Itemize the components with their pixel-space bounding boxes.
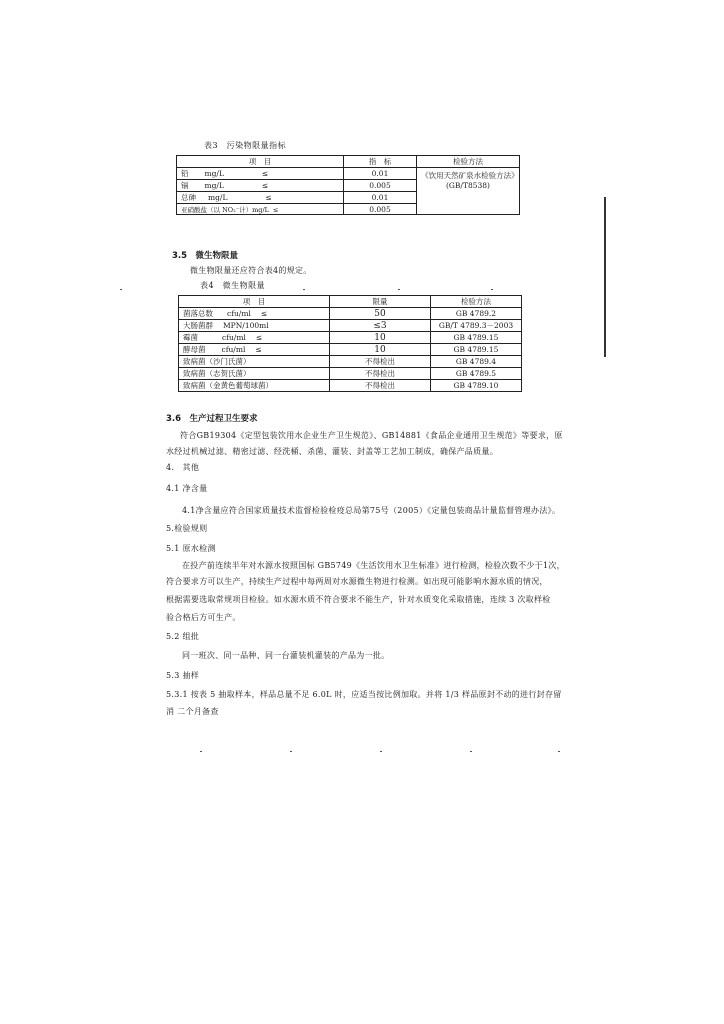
table3-cell-method: 《饮用天然矿泉水检验方法》(GB/T8538) bbox=[417, 168, 520, 215]
table-row bbox=[179, 308, 522, 320]
table3-header-row bbox=[177, 156, 520, 168]
table4-cell-item: 致病菌（沙门氏菌） bbox=[179, 356, 330, 368]
table3-cell-value: 0.01 bbox=[344, 168, 417, 180]
table-row bbox=[179, 356, 522, 368]
table4-cell-method: GB 4789.4 bbox=[431, 356, 522, 368]
scan-dot bbox=[290, 751, 292, 752]
section-5-2-heading: 5.2 组批 bbox=[166, 632, 200, 641]
section-4-1-p1: 4.1净含量应符合国家质量技术监督检验检疫总局第75号（2005）《定量包装商品计量监督管理办法》。 bbox=[182, 506, 561, 515]
table4-cell-method: GB 4789.15 bbox=[431, 344, 522, 356]
table4-header-item: 项 目 bbox=[179, 296, 330, 308]
section-5-3-p2: 消 二个月备查 bbox=[166, 707, 219, 716]
section-3-6-p2: 水经过机械过滤、精密过滤、经洗桶、杀菌、灌装、封盖等工艺加工制成，确保产品质量。 bbox=[166, 447, 498, 456]
table4-cell-item: 致病菌（金黄色葡萄球菌） bbox=[179, 380, 330, 392]
table4-cell-limit: 不得检出 bbox=[330, 380, 431, 392]
table3-header-value: 指 标 bbox=[344, 156, 417, 168]
section-5-3-heading: 5.3 抽样 bbox=[166, 671, 200, 680]
table-row bbox=[179, 380, 522, 392]
section-4-heading: 4. 其他 bbox=[166, 463, 200, 472]
section-3-6-p1: 符合GB19304《定型包装饮用水企业生产卫生规范》、GB14881《食品企业通用卫生规范》等要求，原 bbox=[180, 431, 563, 440]
table3-cell-item: 铅 mg/L ≤ bbox=[177, 168, 344, 180]
table3-cell-item: 亚硝酸盐（以 NO₂⁻计）mg/L ≤ bbox=[177, 204, 344, 215]
table4-cell-item: 酵母菌 cfu/ml ≤ bbox=[179, 344, 330, 356]
table4-cell-limit: 不得检出 bbox=[330, 356, 431, 368]
scan-dot bbox=[491, 289, 493, 290]
table4-cell-item: 致病菌（志贺氏菌） bbox=[179, 368, 330, 380]
scan-dot bbox=[120, 289, 122, 290]
table4-cell-limit: 不得检出 bbox=[330, 368, 431, 380]
table4-cell-method: GB/T 4789.3－2003 bbox=[431, 320, 522, 332]
table3 bbox=[176, 155, 520, 215]
table4-cell-limit: 50 bbox=[330, 308, 431, 320]
table4-cell-method: GB 4789.5 bbox=[431, 368, 522, 380]
table4 bbox=[178, 295, 522, 392]
table3-cell-value: 0.005 bbox=[344, 180, 417, 192]
table3-cell-item: 镉 mg/L ≤ bbox=[177, 180, 344, 192]
table4-cell-item: 菌落总数 cfu/ml ≤ bbox=[179, 308, 330, 320]
table-row bbox=[177, 168, 520, 180]
section-3-5-intro: 微生物限量还应符合表4的规定。 bbox=[190, 266, 312, 275]
table3-header-method: 检验方法 bbox=[417, 156, 520, 168]
section-5-3-p1: 5.3.1 按表 5 抽取样本，样品总量不足 6.0L 时，应适当按比例加取。并将 1/3 样品原封不动的进行封存留 bbox=[166, 690, 562, 699]
section-5-1-p2: 符合要求方可以生产，持续生产过程中每两周对水源微生物进行检测。如出现可能影响水源水质的情况， bbox=[166, 577, 548, 586]
scan-edge-mark bbox=[604, 197, 610, 357]
table4-cell-method: GB 4789.15 bbox=[431, 332, 522, 344]
scan-dot bbox=[380, 751, 382, 752]
scan-dot bbox=[200, 751, 202, 752]
section-5-heading: 5.检验规则 bbox=[166, 524, 208, 533]
section-5-2-p1: 同一班次、同一品种、同一台灌装机灌装的产品为一批。 bbox=[182, 651, 390, 660]
table-row bbox=[179, 320, 522, 332]
section-5-1-p3: 根据需要选取常规项目检验。如水源水质不符合要求不能生产，针对水质变化采取措施，连续 3 次取样检 bbox=[166, 595, 551, 604]
table3-cell-value: 0.005 bbox=[344, 204, 417, 215]
table3-cell-value: 0.01 bbox=[344, 192, 417, 204]
table3-cell-item: 总砷 mg/L ≤ bbox=[177, 192, 344, 204]
table-row bbox=[179, 368, 522, 380]
table4-caption: 表4 微生物限量 bbox=[200, 281, 266, 290]
section-3-6-heading: 3.6 生产过程卫生要求 bbox=[166, 414, 258, 424]
section-3-5-heading: 3.5 微生物限量 bbox=[172, 251, 239, 261]
table4-cell-limit: 10 bbox=[330, 344, 431, 356]
table4-cell-limit: 10 bbox=[330, 332, 431, 344]
table3-header-item: 项 目 bbox=[177, 156, 344, 168]
table4-header-method: 检验方法 bbox=[431, 296, 522, 308]
table4-cell-method: GB 4789.2 bbox=[431, 308, 522, 320]
table-row bbox=[179, 332, 522, 344]
scan-dot bbox=[470, 751, 472, 752]
table4-cell-item: 霉菌 cfu/ml ≤ bbox=[179, 332, 330, 344]
table4-header-row bbox=[179, 296, 522, 308]
scan-dot bbox=[558, 751, 560, 752]
table-row bbox=[179, 344, 522, 356]
table3-caption: 表3 污染物限量指标 bbox=[204, 141, 287, 150]
section-5-1-heading: 5.1 原水检测 bbox=[166, 544, 216, 553]
scan-dot bbox=[398, 289, 400, 290]
table4-cell-method: GB 4789.10 bbox=[431, 380, 522, 392]
table4-cell-limit: ≤3 bbox=[330, 320, 431, 332]
table4-cell-item: 大肠菌群 MPN/100ml bbox=[179, 320, 330, 332]
scan-dot bbox=[303, 289, 305, 290]
section-4-1-heading: 4.1 净含量 bbox=[166, 484, 208, 493]
table4-header-limit: 限量 bbox=[330, 296, 431, 308]
section-5-1-p1: 在投产前连续半年对水源水按照国标 GB5749《生活饮用水卫生标准》进行检测，检验次数不少于1次， bbox=[182, 561, 565, 570]
section-5-1-p4: 验合格后方可生产。 bbox=[166, 613, 241, 622]
